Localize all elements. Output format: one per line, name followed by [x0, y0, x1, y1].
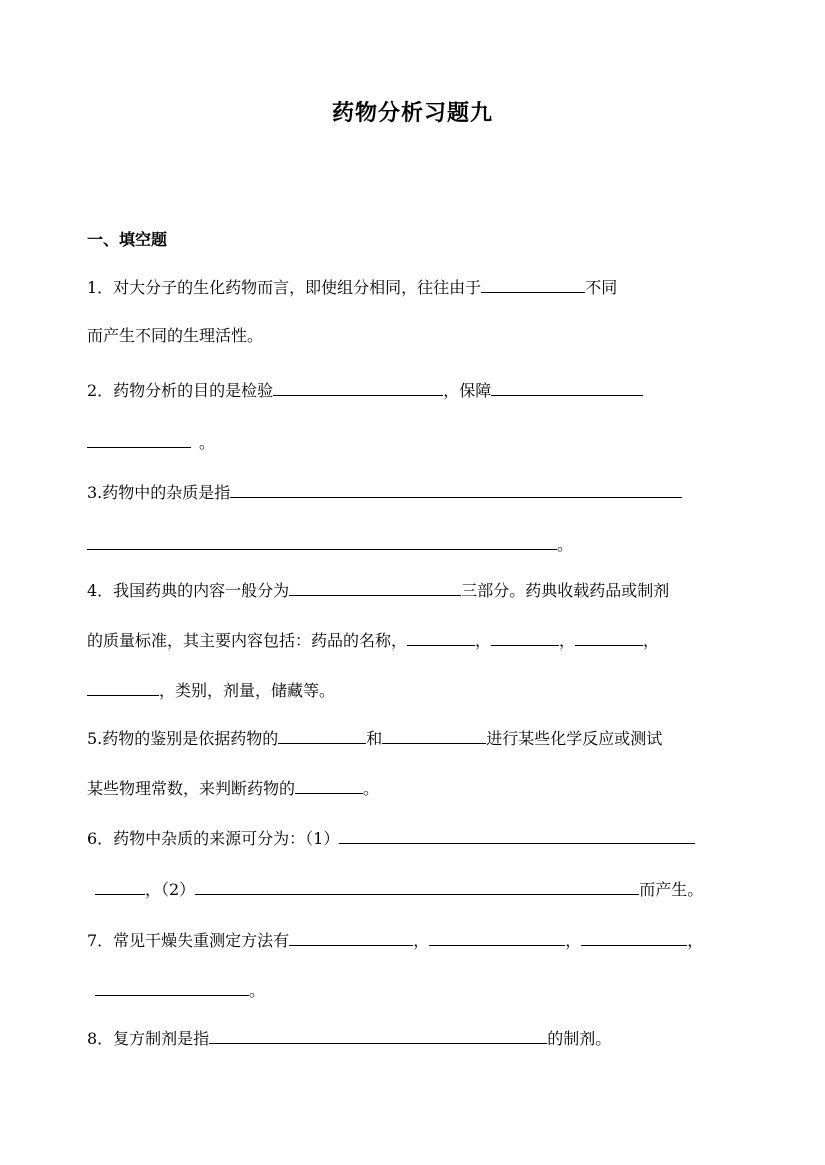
q4-text-cont: 的质量标准，其主要内容包括：药品的名称，: [87, 631, 408, 650]
q3-blank-2[interactable]: [87, 530, 557, 550]
q2-blank-2[interactable]: [491, 376, 643, 396]
q5-text-mid: 进行某些化学反应或测试: [486, 729, 663, 748]
q6-blank-2[interactable]: [95, 875, 145, 895]
question-7-line-1: [87, 926, 703, 952]
q7-text: 7．常见干燥失重测定方法有: [87, 931, 290, 950]
q8-text-end: 的制剂。: [547, 1029, 612, 1048]
q2-text-end: 。: [199, 433, 216, 452]
question-3-line-1: [87, 478, 682, 504]
q1-text-end: 不同: [585, 278, 618, 297]
q6-blank-3[interactable]: [195, 875, 639, 895]
q5-text-end: 。: [363, 779, 380, 798]
q2-text: 2．药物分析的目的是检验: [87, 381, 274, 400]
q4-blank-5[interactable]: [87, 676, 159, 696]
q4-comma-3: ，: [643, 631, 660, 650]
q4-blank-2[interactable]: [407, 626, 475, 646]
question-4-line-1: [87, 576, 669, 602]
q4-text-end: ，类别，剂量，储藏等。: [159, 681, 336, 700]
question-1-line-1: [87, 273, 617, 299]
page-title: 药物分析习题九: [331, 101, 493, 126]
q4-text: 4．我国药典的内容一般分为: [87, 581, 290, 600]
question-2-line-1: [87, 376, 643, 402]
question-5-line-1: [87, 724, 662, 750]
q2-blank-1[interactable]: [273, 376, 443, 396]
q1-text-cont: 而产生不同的生理活性。: [87, 326, 264, 345]
section-heading: 一、填空题: [87, 230, 168, 249]
question-6-line-2: [95, 875, 703, 901]
question-4-line-3: [87, 676, 335, 702]
q8-text: 8．复方制剂是指: [87, 1029, 210, 1048]
q1-blank-1[interactable]: [481, 273, 585, 293]
question-1-line-2: [87, 323, 263, 349]
q7-blank-3[interactable]: [581, 926, 687, 946]
question-2-line-2: [87, 428, 215, 454]
q5-text-and: 和: [366, 729, 383, 748]
q4-blank-4[interactable]: [575, 626, 643, 646]
q7-blank-2[interactable]: [429, 926, 565, 946]
q7-blank-1[interactable]: [289, 926, 413, 946]
q5-text-cont: 某些物理常数，来判断药物的: [87, 779, 296, 798]
question-6-line-1: [87, 824, 695, 850]
q3-text-end: 。: [557, 535, 574, 554]
q3-text: 3.药物中的杂质是指: [87, 483, 231, 502]
q4-blank-1[interactable]: [289, 576, 461, 596]
q7-text-end: 。: [249, 981, 266, 1000]
q5-blank-1[interactable]: [278, 724, 366, 744]
q4-blank-3[interactable]: [491, 626, 559, 646]
q4-comma-1: ，: [475, 631, 492, 650]
q5-blank-3[interactable]: [295, 774, 363, 794]
q5-text: 5.药物的鉴别是依据药物的: [87, 729, 279, 748]
q6-text-end: 而产生。: [639, 880, 704, 899]
question-7-line-2: [95, 976, 265, 1002]
q7-comma-2: ，: [565, 931, 582, 950]
question-4-line-2: [87, 626, 659, 652]
q8-blank-1[interactable]: [209, 1024, 547, 1044]
q7-comma-1: ，: [413, 931, 430, 950]
q7-comma-3: ，: [687, 931, 704, 950]
q6-text: 6．药物中杂质的来源可分为：（1）: [87, 829, 340, 848]
q5-blank-2[interactable]: [382, 724, 486, 744]
question-3-line-2: [87, 530, 573, 556]
q1-text: 1．对大分子的生化药物而言，即使组分相同，往往由于: [87, 278, 482, 297]
q7-blank-4[interactable]: [95, 976, 249, 996]
q2-blank-3[interactable]: [87, 428, 191, 448]
q2-text-mid: ，保障: [443, 381, 492, 400]
q6-text-mid: ，（2）: [145, 880, 196, 899]
q4-text-mid: 三部分。药典收载药品或制剂: [461, 581, 670, 600]
q3-blank-1[interactable]: [230, 478, 682, 498]
question-8-line-1: [87, 1024, 611, 1050]
q6-blank-1[interactable]: [339, 824, 695, 844]
question-5-line-2: [87, 774, 379, 800]
q4-comma-2: ，: [559, 631, 576, 650]
